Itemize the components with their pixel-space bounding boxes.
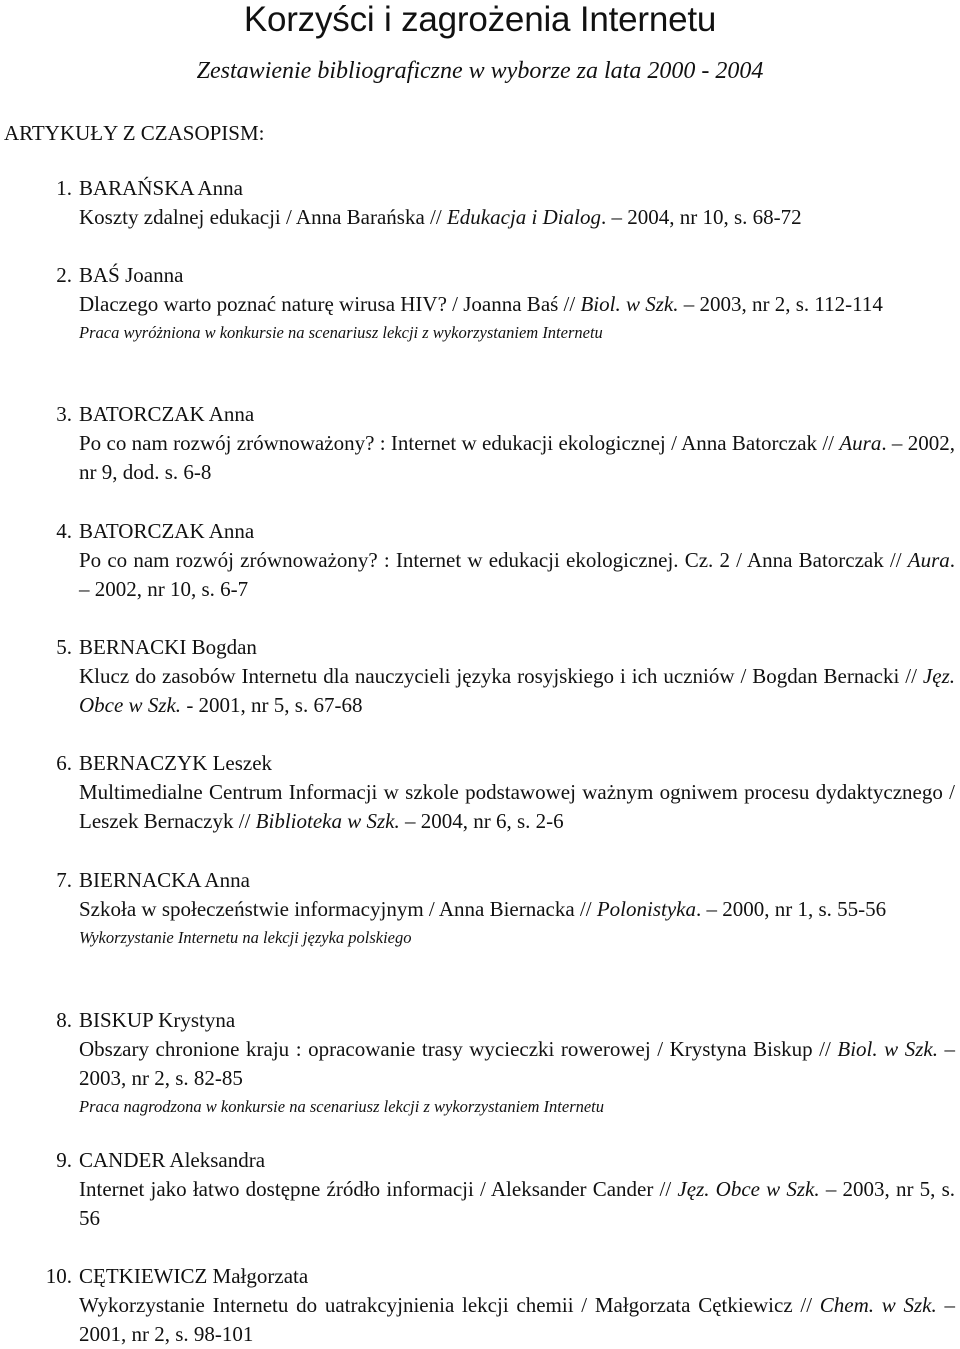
citation-text: Multimedialne Centrum Informacji w szkole podstawowej ważnym ogniwem procesu dydaktycznego / Leszek Bernaczyk // [79,780,955,833]
citation-details: – 2003, nr 2, s. 82-85 [79,1037,956,1090]
entry-citation [79,429,955,487]
entry-author: CANDER Aleksandra [79,1148,266,1172]
citation-text: Po co nam rozwój zrównoważony? : Internet w edukacji ekologicznej / Anna Batorczak // [79,431,840,455]
entry-note: Praca nagrodzona w konkursie na scenariusz lekcji z wykorzystaniem Internetu [79,1097,605,1116]
entry-number: 5. [56,635,72,659]
entry-citation [79,1175,955,1233]
entry-number: 4. [56,519,72,543]
citation-details: . – 2000, nr 1, s. 55-56 [696,897,887,921]
journal-title: Biol. w Szk. [837,1037,938,1061]
entry-citation [79,895,955,924]
entry-body [79,866,955,952]
entry-number: 8. [56,1008,72,1032]
citation-details: - 2001, nr 5, s. 67-68 [181,693,363,717]
citation-details: – 2004, nr 6, s. 2-6 [399,809,564,833]
entry-author: BERNACZYK Leszek [79,751,273,775]
entry-author: BERNACKI Bogdan [79,635,257,659]
entry-note: Praca wyróżniona w konkursie na scenariusz lekcji z wykorzystaniem Internetu [79,323,603,342]
citation-details: – 2003, nr 2, s. 112-114 [678,292,883,316]
entry-body [79,400,955,487]
entry-body [79,1262,955,1349]
entry-citation [79,1035,955,1093]
entry-number: 9. [56,1148,72,1172]
entry-body [79,749,955,836]
entry-body [79,261,955,347]
entry-number: 2. [56,263,72,287]
journal-title: Jęz. Obce w Szk. [677,1177,820,1201]
citation-details: . – 2004, nr 10, s. 68-72 [600,205,802,229]
page-title: Korzyści i zagrożenia Internetu [243,0,717,39]
entry-number: 7. [56,868,72,892]
entry-citation [79,290,955,319]
entry-author: BIERNACKA Anna [79,868,250,892]
entry-citation [79,662,955,720]
entry-citation [79,1291,955,1349]
entry-number: 3. [56,402,72,426]
journal-title: Biblioteka w Szk. [255,809,400,833]
page-subtitle: Zestawienie bibliograficzne w wyborze za lata 2000 - 2004 [196,58,764,84]
entry-citation [79,778,955,836]
citation-details: . – 2002, nr 9, dod. s. 6-8 [79,431,955,484]
entry-body [79,517,955,604]
citation-details: – 2001, nr 2, s. 98-101 [79,1293,955,1346]
citation-text: Koszty zdalnej edukacji / Anna Barańska // [79,205,447,229]
journal-title: Edukacja i Dialog [446,205,601,229]
entry-body [79,1146,955,1233]
journal-title: Biol. w Szk. [580,292,679,316]
entry-number: 10. [45,1264,72,1288]
entry-citation [79,546,955,604]
entry-author: BATORCZAK Anna [79,519,255,543]
entry-citation [79,203,955,232]
citation-details: . – 2002, nr 10, s. 6-7 [79,548,955,601]
citation-text: Po co nam rozwój zrównoważony? : Internet w edukacji ekologicznej. Cz. 2 / Anna Batorczak // [79,548,908,572]
journal-title: Chem. w Szk. [819,1293,937,1317]
citation-text: Klucz do zasobów Internetu dla nauczycieli języka rosyjskiego i ich uczniów / Bogdan Bernacki // [79,664,923,688]
entry-number: 1. [56,176,72,200]
citation-text: Obszary chronione kraju : opracowanie trasy wycieczki rowerowej / Krystyna Biskup // [79,1037,838,1061]
citation-text: Internet jako łatwo dostępne źródło informacji / Aleksander Cander // [79,1177,678,1201]
entry-author: BARAŃSKA Anna [79,176,243,200]
entry-author: BAŚ Joanna [79,263,184,287]
entry-author: BISKUP Krystyna [79,1008,236,1032]
journal-title: Aura [907,548,950,572]
entry-body [79,174,955,232]
citation-details: – 2003, nr 5, s. 56 [79,1177,956,1230]
section-heading: ARTYKUŁY Z CZASOPISM: [4,121,265,145]
entry-author: BATORCZAK Anna [79,402,255,426]
journal-title: Jęz. Obce w Szk. [79,664,955,717]
citation-text: Szkoła w społeczeństwie informacyjnym / Anna Biernacka // [79,897,597,921]
entry-body [79,1006,955,1121]
entry-note: Wykorzystanie Internetu na lekcji języka polskiego [79,928,412,947]
citation-text: Wykorzystanie Internetu do uatrakcyjnienia lekcji chemii / Małgorzata Cętkiewicz // [79,1293,820,1317]
journal-title: Aura [839,431,882,455]
journal-title: Polonistyka [596,897,697,921]
entry-number: 6. [56,751,72,775]
entry-author: CĘTKIEWICZ Małgorzata [79,1264,309,1288]
entry-body [79,633,955,720]
citation-text: Dlaczego warto poznać naturę wirusa HIV? / Joanna Baś // [79,292,581,316]
